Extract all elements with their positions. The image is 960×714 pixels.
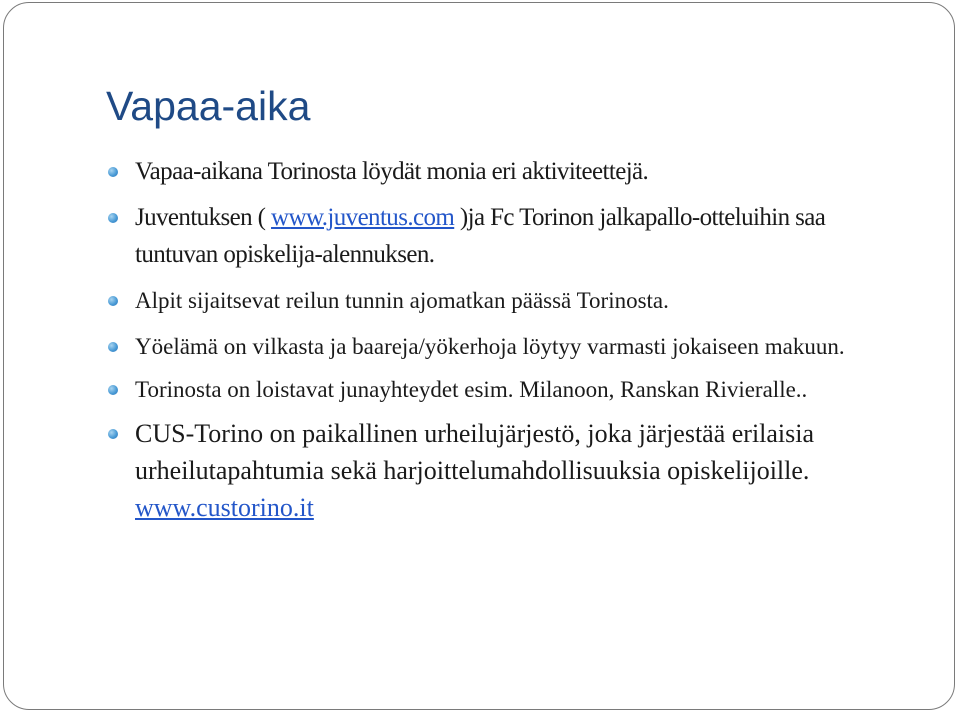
bullet-text: Torinosta on loistavat junayhteydet esim. Milanoon, Ranskan Rivieralle..: [135, 377, 808, 402]
bullet-dot-icon: [108, 213, 118, 223]
bullet-item: [106, 415, 896, 526]
bullet-text: Vapaa-aikana Torinosta löydät monia eri aktiviteettejä.: [135, 158, 649, 185]
bullet-text: Juventuksen (: [135, 204, 272, 231]
juventus-link[interactable]: www.juventus.com: [271, 204, 455, 231]
bullet-list: [106, 153, 896, 526]
bullet-text: Yöelämä on vilkasta ja baareja/yökerhoja löytyy varmasti jokaiseen makuun.: [135, 334, 845, 359]
slide: [3, 2, 955, 710]
bullet-dot-icon: [108, 296, 118, 306]
bullet-item: [106, 328, 896, 366]
slide-title: Vapaa-aika: [106, 83, 311, 129]
bullet-dot-icon: [108, 342, 118, 352]
bullet-dot-icon: [108, 167, 118, 177]
bullet-item: [106, 282, 896, 320]
custorino-link[interactable]: www.custorino.it: [135, 493, 314, 522]
bullet-dot-icon: [108, 385, 118, 395]
bullet-item: [106, 371, 896, 409]
bullet-text: Alpit sijaitsevat reilun tunnin ajomatkan päässä Torinosta.: [135, 288, 669, 313]
bullet-item: [106, 153, 896, 190]
bullet-text: )ja Fc Torinon jalkapallo-otteluihin saa tuntuvan opiskelija-alennuksen.: [135, 204, 826, 268]
bullet-text: CUS-Torino on paikallinen urheilujärjestö, joka järjestää erilaisia urheilutapahtumia sekä harjoittelumahdollisuuksia opiskelijoille.: [135, 419, 815, 485]
bullet-item: [106, 199, 896, 273]
bullet-dot-icon: [108, 429, 118, 439]
